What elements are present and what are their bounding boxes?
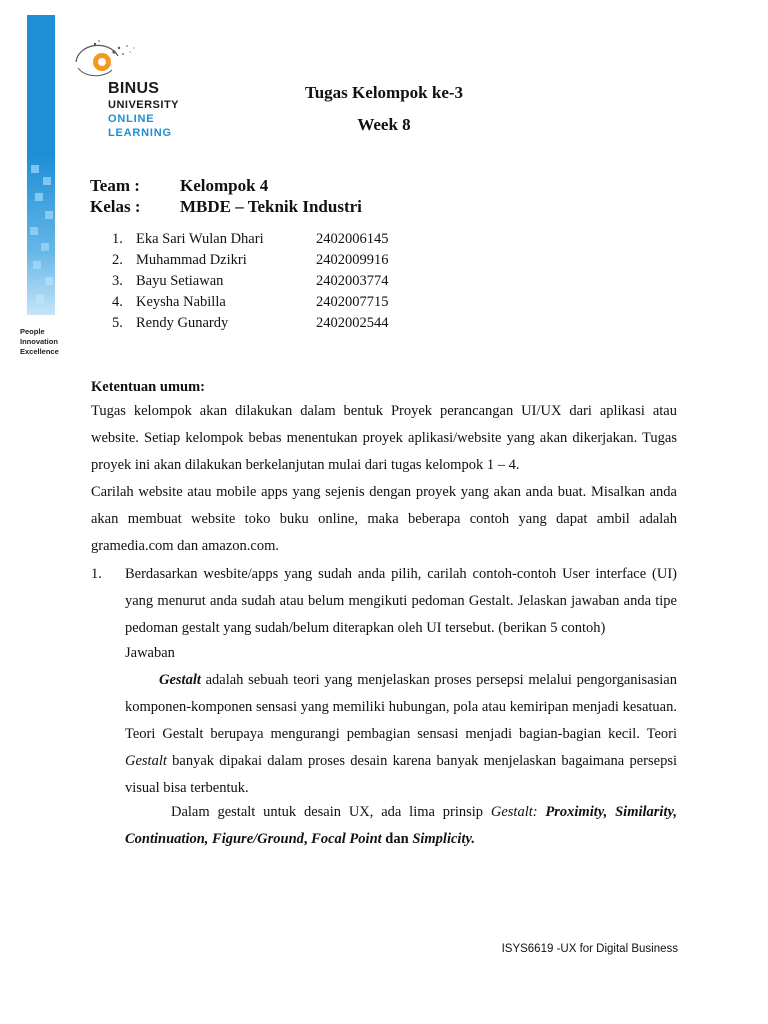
list-item bbox=[112, 292, 389, 313]
team-line bbox=[90, 176, 268, 196]
member-id: 2402006145 bbox=[316, 231, 389, 247]
member-id: 2402002544 bbox=[316, 315, 389, 331]
kelas-label: Kelas : bbox=[90, 197, 141, 216]
member-id: 2402003774 bbox=[316, 273, 389, 289]
paragraph bbox=[125, 799, 677, 853]
team-label: Team : bbox=[90, 176, 140, 195]
member-name: Eka Sari Wulan Dhari bbox=[136, 231, 264, 247]
term: Gestalt bbox=[159, 672, 201, 688]
tagline-line: Innovation bbox=[20, 337, 58, 346]
text-run: Dalam gestalt untuk desain UX, ada lima prinsip bbox=[171, 804, 491, 820]
member-number: 1. bbox=[112, 231, 123, 247]
principle-focal-point: Focal Point bbox=[307, 831, 382, 847]
logo-tagline bbox=[20, 327, 59, 357]
paragraph: Carilah website atau mobile apps yang sejenis dengan proyek yang akan anda buat. Misalkan anda akan membuat website toko buku online, maka beberapa contoh yang dapat ambil adalah gramedia.com dan amazon.com. bbox=[91, 484, 677, 554]
text-run: dan bbox=[381, 831, 413, 847]
team-value: Kelompok 4 bbox=[180, 176, 269, 195]
list-item bbox=[112, 271, 389, 292]
logo-binus: BINUS bbox=[108, 80, 160, 97]
member-id: 2402007715 bbox=[316, 294, 389, 310]
tagline-line: Excellence bbox=[20, 347, 59, 356]
logo-online: ONLINE bbox=[108, 113, 155, 125]
answer-label: Jawaban bbox=[125, 645, 175, 661]
paragraph bbox=[125, 667, 677, 802]
text-run: adalah sebuah teori yang menjelaskan proses persepsi melalui pengorganisasian komponen-komponen sensasi yang memiliki hubungan, pola atau kemiripan menjadi kesatuan. Teori Gestalt berupaya mengurangi pembagian sensasi menjadi bagian-bagian kecil. Teori bbox=[125, 672, 677, 742]
member-name: Bayu Setiawan bbox=[136, 273, 224, 289]
member-name: Rendy Gunardy bbox=[136, 315, 229, 331]
logo-learning: LEARNING bbox=[108, 127, 172, 139]
tagline-line: People bbox=[20, 327, 45, 336]
term: Gestalt: bbox=[490, 804, 538, 820]
principle-simplicity: Simplicity. bbox=[412, 831, 476, 847]
text-run: banyak dipakai dalam proses desain karena banyak menjelaskan bagaimana persepsi visual bisa terbentuk. bbox=[125, 753, 677, 796]
list-item bbox=[112, 313, 389, 334]
logo-university: UNIVERSITY bbox=[108, 99, 180, 111]
member-list bbox=[112, 229, 389, 334]
text-run: , bbox=[303, 831, 308, 847]
question-text: Berdasarkan wesbite/apps yang sudah anda pilih, carilah contoh-contoh User interface (UI) yang menurut anda sudah atau belum mengikuti pedoman Gestalt. Jelaskan jawaban anda tipe pedoman gestalt yang sudah/belum diterapkan oleh UI tersebut. (berikan 5 contoh) bbox=[125, 566, 677, 636]
member-number: 4. bbox=[112, 294, 123, 310]
question-number: 1. bbox=[91, 566, 102, 582]
list-item bbox=[112, 229, 389, 250]
member-number: 2. bbox=[112, 252, 123, 268]
member-number: 5. bbox=[112, 315, 123, 331]
document-week: Week 8 bbox=[357, 115, 411, 134]
page-footer: ISYS6619 -UX for Digital Business bbox=[501, 943, 678, 955]
document-title: Tugas Kelompok ke-3 bbox=[304, 83, 464, 102]
member-number: 3. bbox=[112, 273, 123, 289]
section-heading: Ketentuan umum: bbox=[91, 379, 205, 395]
member-id: 2402009916 bbox=[316, 252, 389, 268]
term: Gestalt bbox=[125, 753, 167, 769]
paragraph: Tugas kelompok akan dilakukan dalam bentuk Proyek perancangan UI/UX dari aplikasi atau website. Setiap kelompok bebas menentukan proyek aplikasi/website yang akan dikerjakan. Tugas proyek ini akan dilakukan berkelanjutan mulai dari tugas kelompok 1 – 4. bbox=[91, 403, 677, 473]
decorative-stripe bbox=[27, 15, 55, 315]
principle-list: Proximity, Similarity, Continuation, Figure/Ground bbox=[125, 804, 678, 847]
member-name: Keysha Nabilla bbox=[136, 294, 226, 310]
member-name: Muhammad Dzikri bbox=[136, 252, 247, 268]
list-item bbox=[112, 250, 389, 271]
kelas-line bbox=[90, 197, 362, 217]
kelas-value: MBDE – Teknik Industri bbox=[180, 197, 362, 216]
